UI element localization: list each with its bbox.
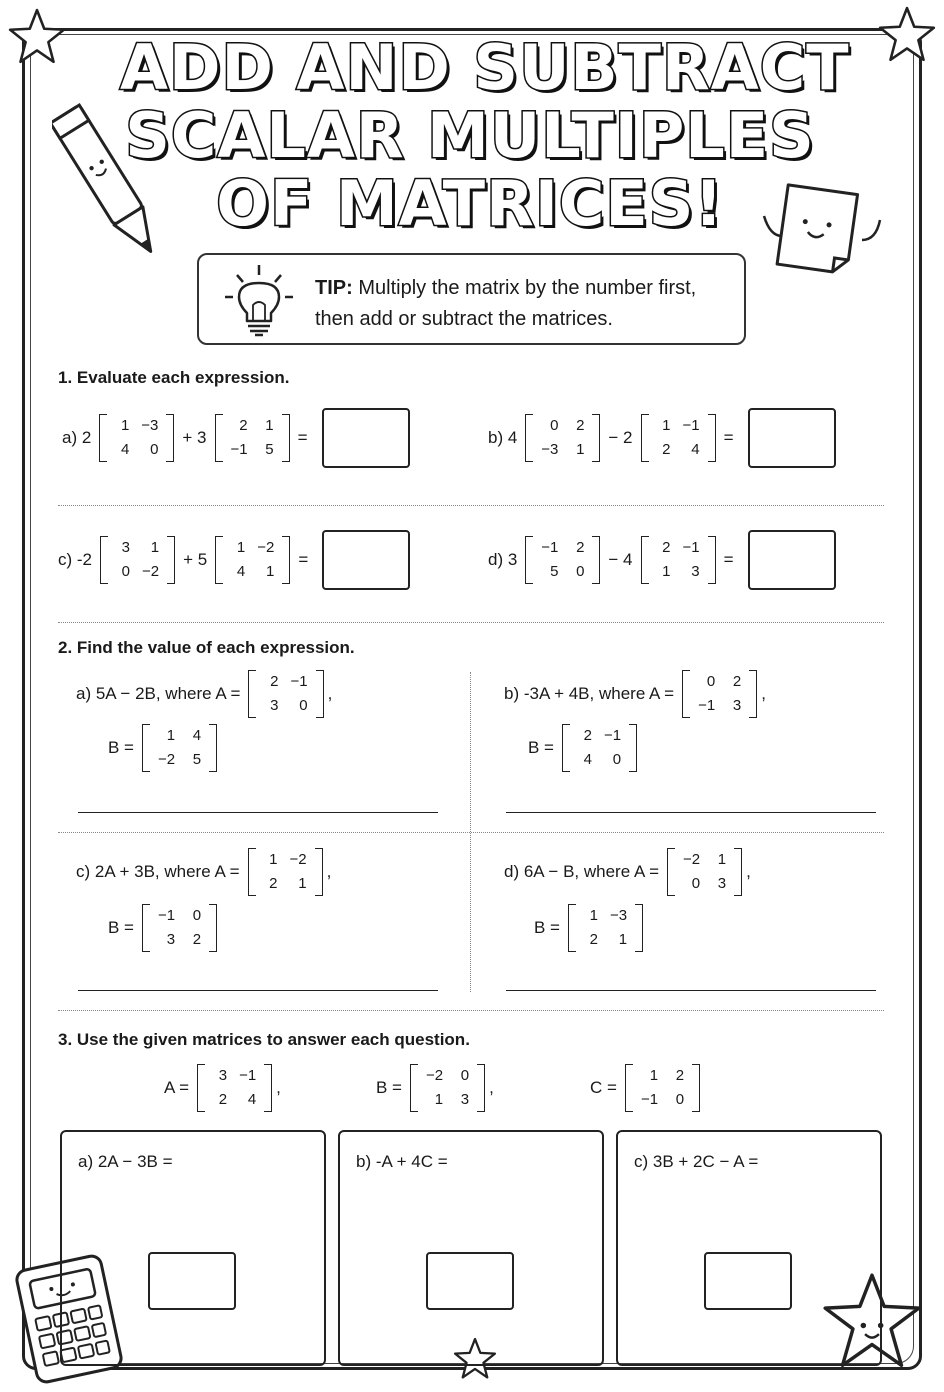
matrix-entry: 2 (218, 1091, 228, 1108)
answer-box[interactable] (426, 1252, 514, 1310)
matrix-entry: 1 (434, 1091, 444, 1108)
lightbulb-icon (219, 263, 299, 339)
answer-box[interactable] (748, 408, 836, 468)
matrix-entry: 0 (550, 417, 559, 434)
matrix-c-label: C = (590, 1078, 617, 1097)
matrix-entry: 0 (121, 563, 130, 580)
matrix-entry: 0 (576, 563, 585, 580)
matrix-entry: 2 (675, 1067, 685, 1084)
matrix-a (248, 848, 323, 896)
matrix-entry: 0 (299, 697, 308, 714)
matrix-a-label: A = (164, 1078, 190, 1097)
matrix-entry: 5 (550, 563, 559, 580)
problem-2a-text: a) 5A − 2B, where A = (76, 684, 241, 703)
matrix-entry: 1 (236, 539, 246, 556)
section-1-title: 1. Evaluate each expression. (58, 368, 290, 387)
matrix-entry: 3 (166, 931, 176, 948)
b-label: B = (108, 738, 134, 757)
matrix-entry: 2 (662, 539, 671, 556)
problem-1d (484, 530, 836, 590)
operator: − 4 (608, 550, 633, 569)
matrix-a (248, 670, 323, 718)
matrix (525, 536, 600, 584)
comma: , (489, 1078, 494, 1097)
problem-2d-text: d) 6A − B, where A = (504, 862, 659, 881)
matrix-entry: 0 (192, 907, 202, 924)
problem-1c (54, 530, 410, 590)
matrix (215, 414, 290, 462)
matrix-entry: 2 (589, 931, 598, 948)
matrix-entry: 2 (576, 417, 585, 434)
operator: − 2 (608, 428, 633, 447)
matrix-b (142, 904, 217, 952)
matrix-entry: 3 (717, 875, 727, 892)
matrix-entry: −1 (640, 1091, 659, 1108)
matrix-entry: −1 (698, 697, 716, 714)
divider (58, 622, 884, 623)
matrix-entry: −1 (158, 907, 176, 924)
matrix-entry: 2 (662, 441, 671, 458)
problem-2d-b (530, 904, 647, 952)
matrix-entry: 2 (269, 875, 278, 892)
equals-sign: = (723, 428, 734, 447)
matrix-entry: 1 (576, 441, 585, 458)
matrix (525, 414, 600, 462)
matrix-entry: −1 (290, 673, 308, 690)
matrix-a (682, 670, 757, 718)
tip-line-2: then add or subtract the matrices. (315, 308, 613, 330)
matrix-entry: 1 (150, 539, 160, 556)
tip-line-1: Multiply the matrix by the number first, (352, 277, 697, 299)
matrix-entry: 2 (270, 673, 279, 690)
problem-1b-label: b) 4 (488, 428, 518, 447)
problem-2b (500, 670, 766, 718)
section-2-title: 2. Find the value of each expression. (58, 638, 355, 657)
question-3c-label: c) 3B + 2C − A = (634, 1152, 759, 1171)
comma: , (327, 684, 333, 703)
problem-1a (58, 408, 410, 468)
matrix-entry: −3 (610, 907, 628, 924)
matrix-entry: −1 (541, 539, 559, 556)
answer-line[interactable] (506, 990, 876, 991)
matrix-b (142, 724, 217, 772)
matrix-entry: 0 (691, 875, 701, 892)
operator: + 5 (183, 550, 208, 569)
b-label: B = (108, 918, 134, 937)
matrix-entry: 1 (649, 1067, 659, 1084)
matrix-entry: 3 (270, 697, 279, 714)
matrix-entry: −1 (682, 539, 700, 556)
equals-sign: = (298, 550, 309, 569)
matrix-entry: 3 (218, 1067, 228, 1084)
divider (58, 505, 884, 506)
matrix-entry: −1 (230, 441, 248, 458)
matrix-entry: −2 (426, 1067, 444, 1084)
matrix-entry: −3 (541, 441, 559, 458)
comma: , (761, 684, 766, 703)
question-3c-box (616, 1130, 882, 1366)
divider (58, 832, 884, 833)
answer-box[interactable] (322, 530, 410, 590)
matrix-a (667, 848, 742, 896)
matrix-entry: 3 (732, 697, 742, 714)
matrix-entry: 1 (618, 931, 628, 948)
equals-sign: = (297, 428, 308, 447)
problem-2a-b (104, 724, 221, 772)
question-3b-box (338, 1130, 604, 1366)
problem-2b-text: b) -3A + 4B, where A = (504, 684, 675, 703)
matrix-entry: 3 (460, 1091, 470, 1108)
problem-2c (72, 848, 331, 896)
matrix-entry: −3 (141, 417, 159, 434)
matrix-b (562, 724, 637, 772)
matrix-a (197, 1064, 272, 1112)
tip-box (197, 253, 746, 345)
page-title (120, 31, 850, 240)
question-3a-label: a) 2A − 3B = (78, 1152, 173, 1171)
problem-2b-b (524, 724, 641, 772)
matrix-entry: 4 (691, 441, 700, 458)
matrix-entry: 2 (583, 727, 592, 744)
matrix-entry: 0 (612, 751, 622, 768)
title-line-1: ADD AND SUBTRACT (120, 31, 850, 104)
matrix-c (625, 1064, 700, 1112)
answer-box[interactable] (322, 408, 410, 468)
matrix-entry: 0 (460, 1067, 470, 1084)
matrix-b-label: B = (376, 1078, 402, 1097)
matrix-entry: 0 (706, 673, 716, 690)
matrix-entry: 1 (662, 417, 671, 434)
b-label: B = (534, 918, 560, 937)
answer-line[interactable] (78, 812, 438, 813)
comma: , (326, 862, 332, 881)
matrix (99, 414, 174, 462)
given-matrix-b (372, 1064, 494, 1112)
b-label: B = (528, 738, 554, 757)
problem-1c-label: c) -2 (58, 550, 92, 569)
answer-box[interactable] (704, 1252, 792, 1310)
matrix-entry: 1 (298, 875, 307, 892)
matrix-entry: −1 (604, 727, 622, 744)
problem-2a (72, 670, 332, 718)
matrix-entry: 1 (717, 851, 727, 868)
problem-1d-label: d) 3 (488, 550, 518, 569)
matrix-entry: 2 (732, 673, 742, 690)
section-3-title: 3. Use the given matrices to answer each question. (58, 1030, 470, 1049)
tip-text (315, 273, 735, 335)
matrix-entry: 1 (265, 563, 275, 580)
given-matrix-a (160, 1064, 281, 1112)
answer-box[interactable] (748, 530, 836, 590)
matrix-b (568, 904, 643, 952)
comma: , (746, 862, 751, 881)
star-icon (876, 4, 938, 66)
matrix-entry: −2 (257, 539, 275, 556)
problem-2c-text: c) 2A + 3B, where A = (76, 862, 240, 881)
matrix-entry: −2 (683, 851, 701, 868)
matrix-entry: 4 (583, 751, 592, 768)
matrix-entry: 2 (239, 417, 248, 434)
answer-box[interactable] (148, 1252, 236, 1310)
matrix-entry: 4 (247, 1091, 257, 1108)
matrix-entry: 2 (576, 539, 585, 556)
matrix-entry: 5 (192, 751, 202, 768)
answer-line[interactable] (506, 812, 876, 813)
equals-sign: = (723, 550, 734, 569)
problem-1a-label: a) 2 (62, 428, 92, 447)
matrix-entry: 4 (236, 563, 246, 580)
matrix-entry: 3 (121, 539, 130, 556)
matrix-entry: −2 (158, 751, 176, 768)
matrix-entry: 1 (265, 417, 274, 434)
operator: + 3 (182, 428, 207, 447)
matrix-entry: 1 (269, 851, 278, 868)
title-line-3: OF MATRICES! (216, 167, 724, 240)
problem-1b (484, 408, 836, 468)
matrix-entry: 5 (265, 441, 274, 458)
matrix-entry: −2 (289, 851, 307, 868)
divider (58, 1010, 884, 1011)
matrix-entry: 4 (120, 441, 130, 458)
matrix-entry: −1 (682, 417, 700, 434)
comma: , (276, 1078, 281, 1097)
matrix-entry: 2 (192, 931, 202, 948)
question-3b-label: b) -A + 4C = (356, 1152, 448, 1171)
matrix (641, 536, 716, 584)
matrix-entry: 1 (166, 727, 176, 744)
matrix-entry: 3 (691, 563, 700, 580)
given-matrix-c (586, 1064, 704, 1112)
matrix-entry: 1 (662, 563, 671, 580)
question-3a-box (60, 1130, 326, 1366)
matrix-entry: 0 (675, 1091, 685, 1108)
problem-2c-b (104, 904, 221, 952)
matrix-entry: −2 (142, 563, 160, 580)
tip-label: TIP: (315, 277, 353, 299)
matrix-entry: 4 (192, 727, 202, 744)
title-line-2: SCALAR MULTIPLES (125, 99, 815, 172)
star-icon (6, 6, 68, 68)
answer-line[interactable] (78, 990, 438, 991)
matrix (641, 414, 716, 462)
matrix-entry: −1 (239, 1067, 257, 1084)
matrix-entry: 1 (589, 907, 598, 924)
matrix (215, 536, 290, 584)
matrix-b (410, 1064, 485, 1112)
matrix-entry: 0 (150, 441, 159, 458)
matrix-entry: 1 (120, 417, 130, 434)
problem-2d (500, 848, 751, 896)
matrix (100, 536, 175, 584)
